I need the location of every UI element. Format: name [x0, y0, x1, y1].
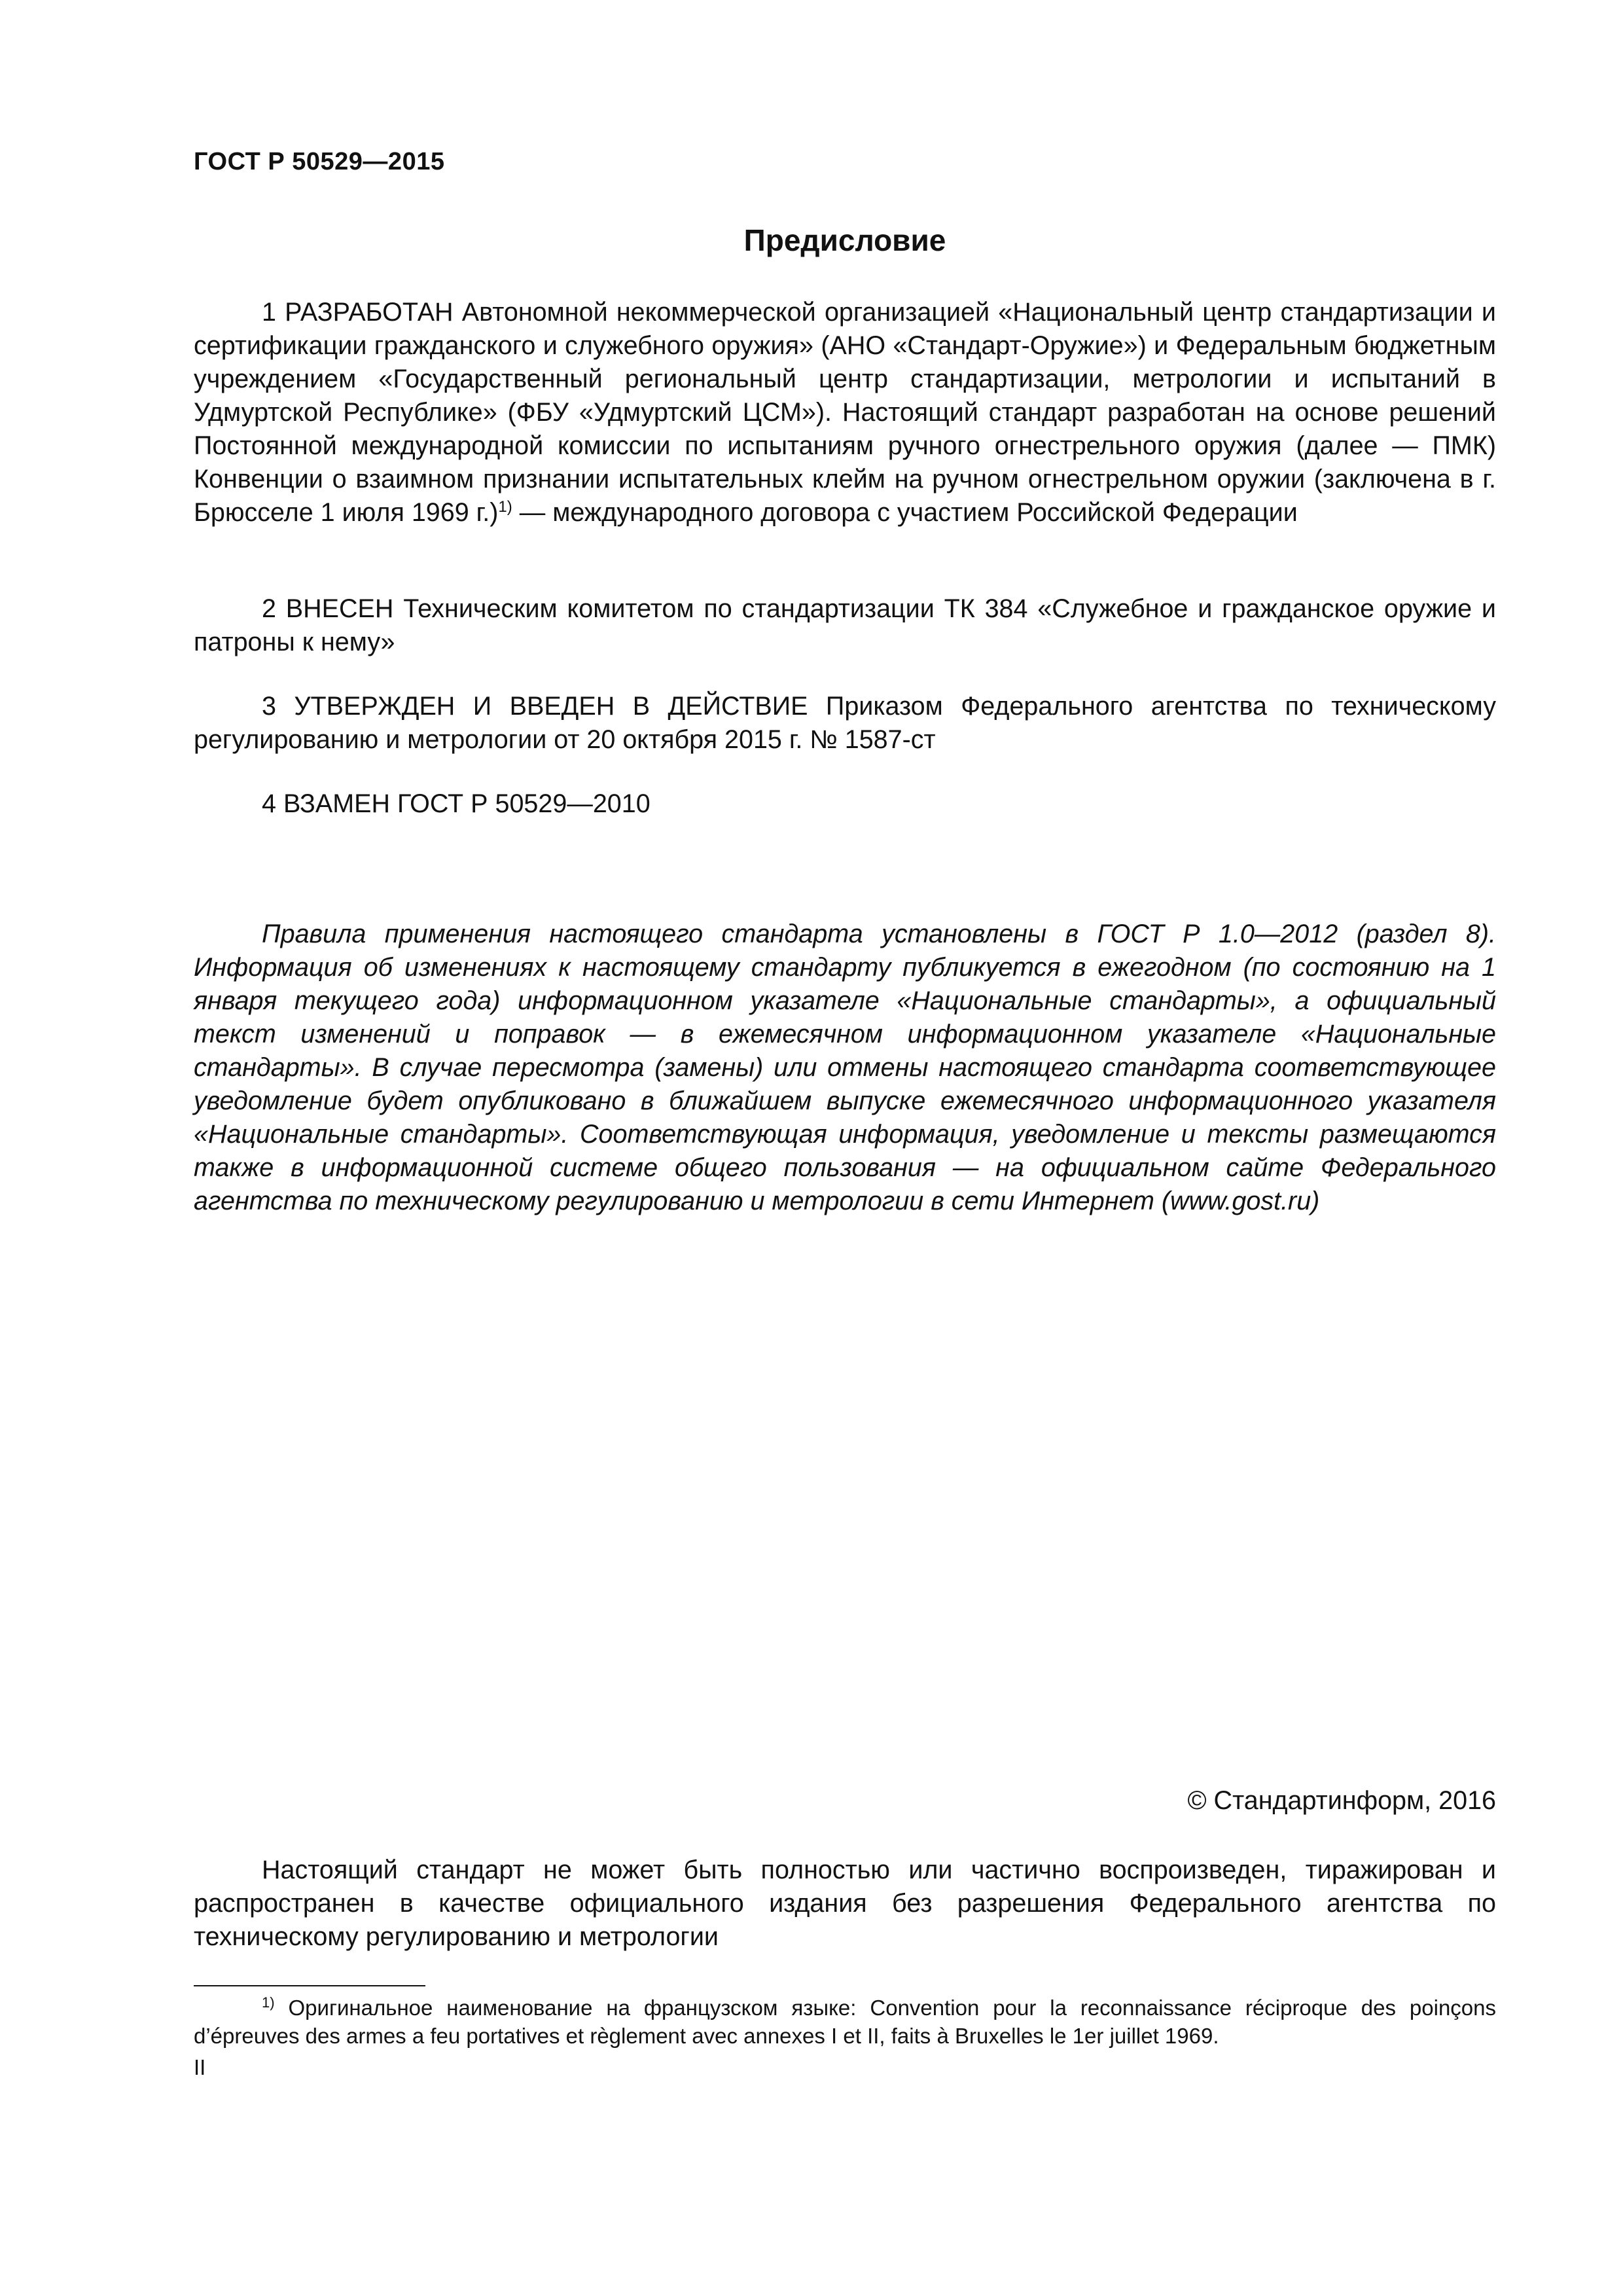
application-rules-notice: Правила применения настоящего стандарта установлены в ГОСТ Р 1.0—2012 (раздел 8). Информация об изменениях к настоящему стандарту публикуется в ежегодном (по состоянию на 1 января текущего года) информационном указателе «Национальные стандарты», а официальный текст изменений и поправок — в ежемесячном информационном указателе «Национальные стандарты». В случае пересмотра (замены) или отмены настоящего стандарта соответствующее уведомление будет опубликовано в ближайшем выпуске ежемесячного информационного указателя «Национальные стандарты». Соответствующая информация, уведомление и тексты размещаются также в информационной системе общего пользования — на официальном сайте Федерального агентства по техническому регулированию и метрологии в сети Интернет (www.gost.ru): [194, 920, 1496, 1215]
item-text: Техническим комитетом по стандартизации ТК 384 «Служебное и гражданское оружие и патроны к нему»: [194, 594, 1496, 656]
footnote-divider: [194, 1985, 425, 1986]
document-code: ГОСТ Р 50529—2015: [194, 148, 445, 175]
footnote-mark: 1): [262, 1994, 275, 2011]
page-number: II: [194, 2055, 206, 2079]
paragraph: [194, 787, 1496, 821]
item-lead: РАЗРАБОТАН: [285, 298, 454, 327]
item-number: 3: [262, 692, 276, 721]
item-number: 1: [262, 298, 276, 327]
preface-item-2: [194, 592, 1496, 659]
item-text: Приказом Федерального агентства по техническому регулированию и метрологии от 20 октября 2015 г. № 1587-ст: [194, 692, 1496, 754]
reproduction-rights-notice: Настоящий стандарт не может быть полностью или частично воспроизведен, тиражирован и распространен в качестве официального издания без разрешения Федерального агентства по техническому регулированию и метрологии: [194, 1856, 1496, 1951]
copyright-line: © Стандартинформ, 2016: [1187, 1786, 1496, 1815]
paragraph: [194, 296, 1496, 529]
item-text: Автономной некоммерческой организацией «Национальный центр стандартизации и сертификации гражданского и служебного оружия» (АНО «Стандарт-Оружие») и Федеральным бюджетным учреждением «Государственный региональный центр стандартизации, метрологии и испытаний в Удмуртской Республике» (ФБУ «Удмуртский ЦСМ»). Настоящий стандарт разработан на основе решений Постоянной международной комиссии по испытаниям ручного огнестрельного оружия (далее — ПМК) Конвенции о взаимном признании испытательных клейм на ручном огнестрельном оружии (заключена в г. Брюсселе 1 июля 1969 г.): [194, 298, 1496, 527]
preface-item-1: [194, 296, 1496, 529]
item-lead: УТВЕРЖДЕН И ВВЕДЕН В ДЕЙСТВИЕ: [294, 692, 808, 721]
item-text-continued: — международного договора с участием Российской Федерации: [512, 498, 1298, 527]
preface-item-3: [194, 690, 1496, 757]
footnote-text: Оригинальное наименование на французском языке: Convention pour la reconnaissance réciproque des poinçons d’épreuves des armes a feu portatives et règlement avec annexes I et II, faits à Bruxelles le 1er juillet 1969.: [194, 1996, 1496, 2048]
preface-item-4: [194, 787, 1496, 821]
item-lead: ВЗАМЕН ГОСТ Р 50529—2010: [283, 789, 651, 818]
footnote: [194, 1994, 1496, 2050]
item-number: 2: [262, 594, 276, 623]
paragraph: [194, 592, 1496, 659]
item-number: 4: [262, 789, 276, 818]
item-lead: ВНЕСЕН: [285, 594, 394, 623]
footnote-reference[interactable]: 1): [498, 498, 512, 516]
page-title: Предисловие: [743, 223, 946, 257]
paragraph: [194, 690, 1496, 757]
